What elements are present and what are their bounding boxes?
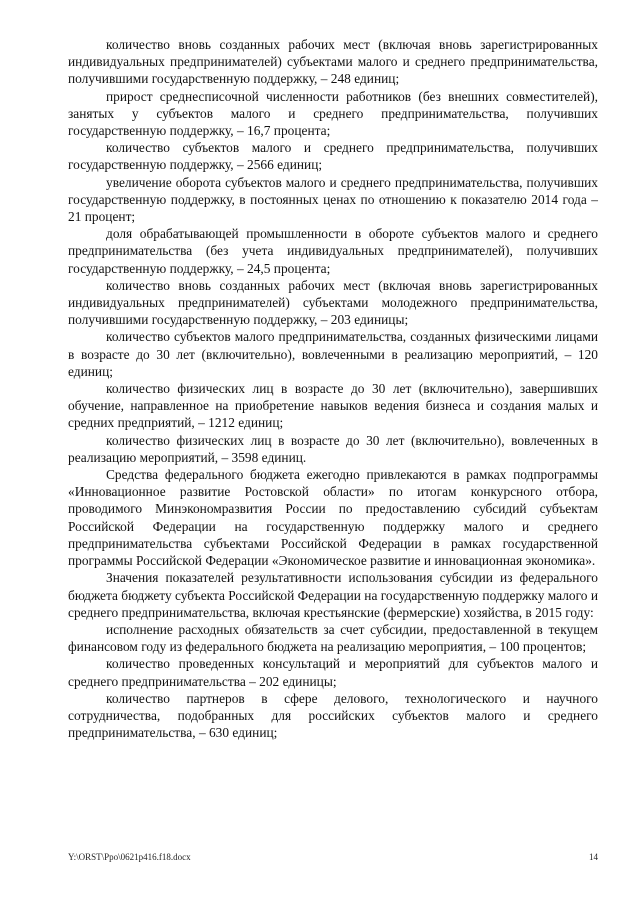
- paragraph: количество субъектов малого и среднего предпринимательства, получивших государственную поддержку, – 2566 единиц;: [68, 140, 598, 173]
- paragraph: увеличение оборота субъектов малого и среднего предпринимательства, получивших государственную поддержку, в постоянных ценах по отношению к показателю 2014 года – 21 процент;: [68, 174, 598, 225]
- paragraph: количество партнеров в сфере делового, технологического и научного сотрудничества, подобранных для российских субъектов малого и среднего предпринимательства, – 630 единиц;: [68, 690, 598, 741]
- paragraph: Значения показателей результативности использования субсидии из федерального бюджета бюджету субъекта Российской Федерации на государственную поддержку малого и среднего предпринимательства, включая крестьянские (фермерские) хозяйства, в 2015 году:: [68, 570, 598, 620]
- paragraph: количество проведенных консультаций и мероприятий для субъектов малого и среднего предпринимательства – 202 единицы;: [68, 656, 598, 689]
- file-path: Y:\ORST\Ppo\0621p416.f18.docx: [68, 852, 191, 862]
- paragraph: исполнение расходных обязательств за счет субсидии, предоставленной в текущем финансовом году из федерального бюджета на реализацию мероприятия, – 100 процентов;: [68, 621, 598, 655]
- document-page: [68, 36, 598, 741]
- paragraph: доля обрабатывающей промышленности в обороте субъектов малого и среднего предпринимательства (без учета индивидуальных предпринимателей), получивших государственную поддержку, – 24,5 процента;: [68, 226, 598, 276]
- page-footer: [68, 852, 598, 862]
- paragraph: количество физических лиц в возрасте до 30 лет (включительно), вовлеченных в реализацию мероприятий, – 3598 единиц.: [68, 432, 598, 465]
- paragraph: количество вновь созданных рабочих мест (включая вновь зарегистрированных индивидуальных предпринимателей) субъектами малого и среднего предпринимательства, получившими государственную поддержку, – 248 единиц;: [68, 37, 598, 87]
- paragraph: прирост среднесписочной численности работников (без внешних совместителей), занятых у субъектов малого и среднего предпринимательства, получивших государственную поддержку, – 16,7 процента;: [68, 88, 598, 139]
- paragraph: Средства федерального бюджета ежегодно привлекаются в рамках подпрограммы «Инновационное развитие Ростовской области» по итогам конкурсного отбора, проводимого Минэкономразвития России по предоставлению субсидий субъектам Российской Федерации на государственную поддержку малого и среднего предпринимательства субъектами Российской Федерации в рамках государственной программы Российской Федерации «Экономическое развитие и инновационная экономика».: [68, 467, 598, 569]
- page-number: 14: [589, 852, 598, 862]
- paragraph: количество субъектов малого предпринимательства, созданных физическими лицами в возрасте до 30 лет (включительно), вовлеченными в реализацию мероприятий, – 120 единиц;: [68, 329, 598, 379]
- paragraph: количество вновь созданных рабочих мест (включая вновь зарегистрированных индивидуальных предпринимателей) субъектами молодежного предпринимательства, получившими государственную поддержку, – 203 единицы;: [68, 277, 598, 328]
- paragraph: количество физических лиц в возрасте до 30 лет (включительно), завершивших обучение, направленное на приобретение навыков ведения бизнеса и создания малых и средних предприятий, – 1212 единиц;: [68, 381, 598, 431]
